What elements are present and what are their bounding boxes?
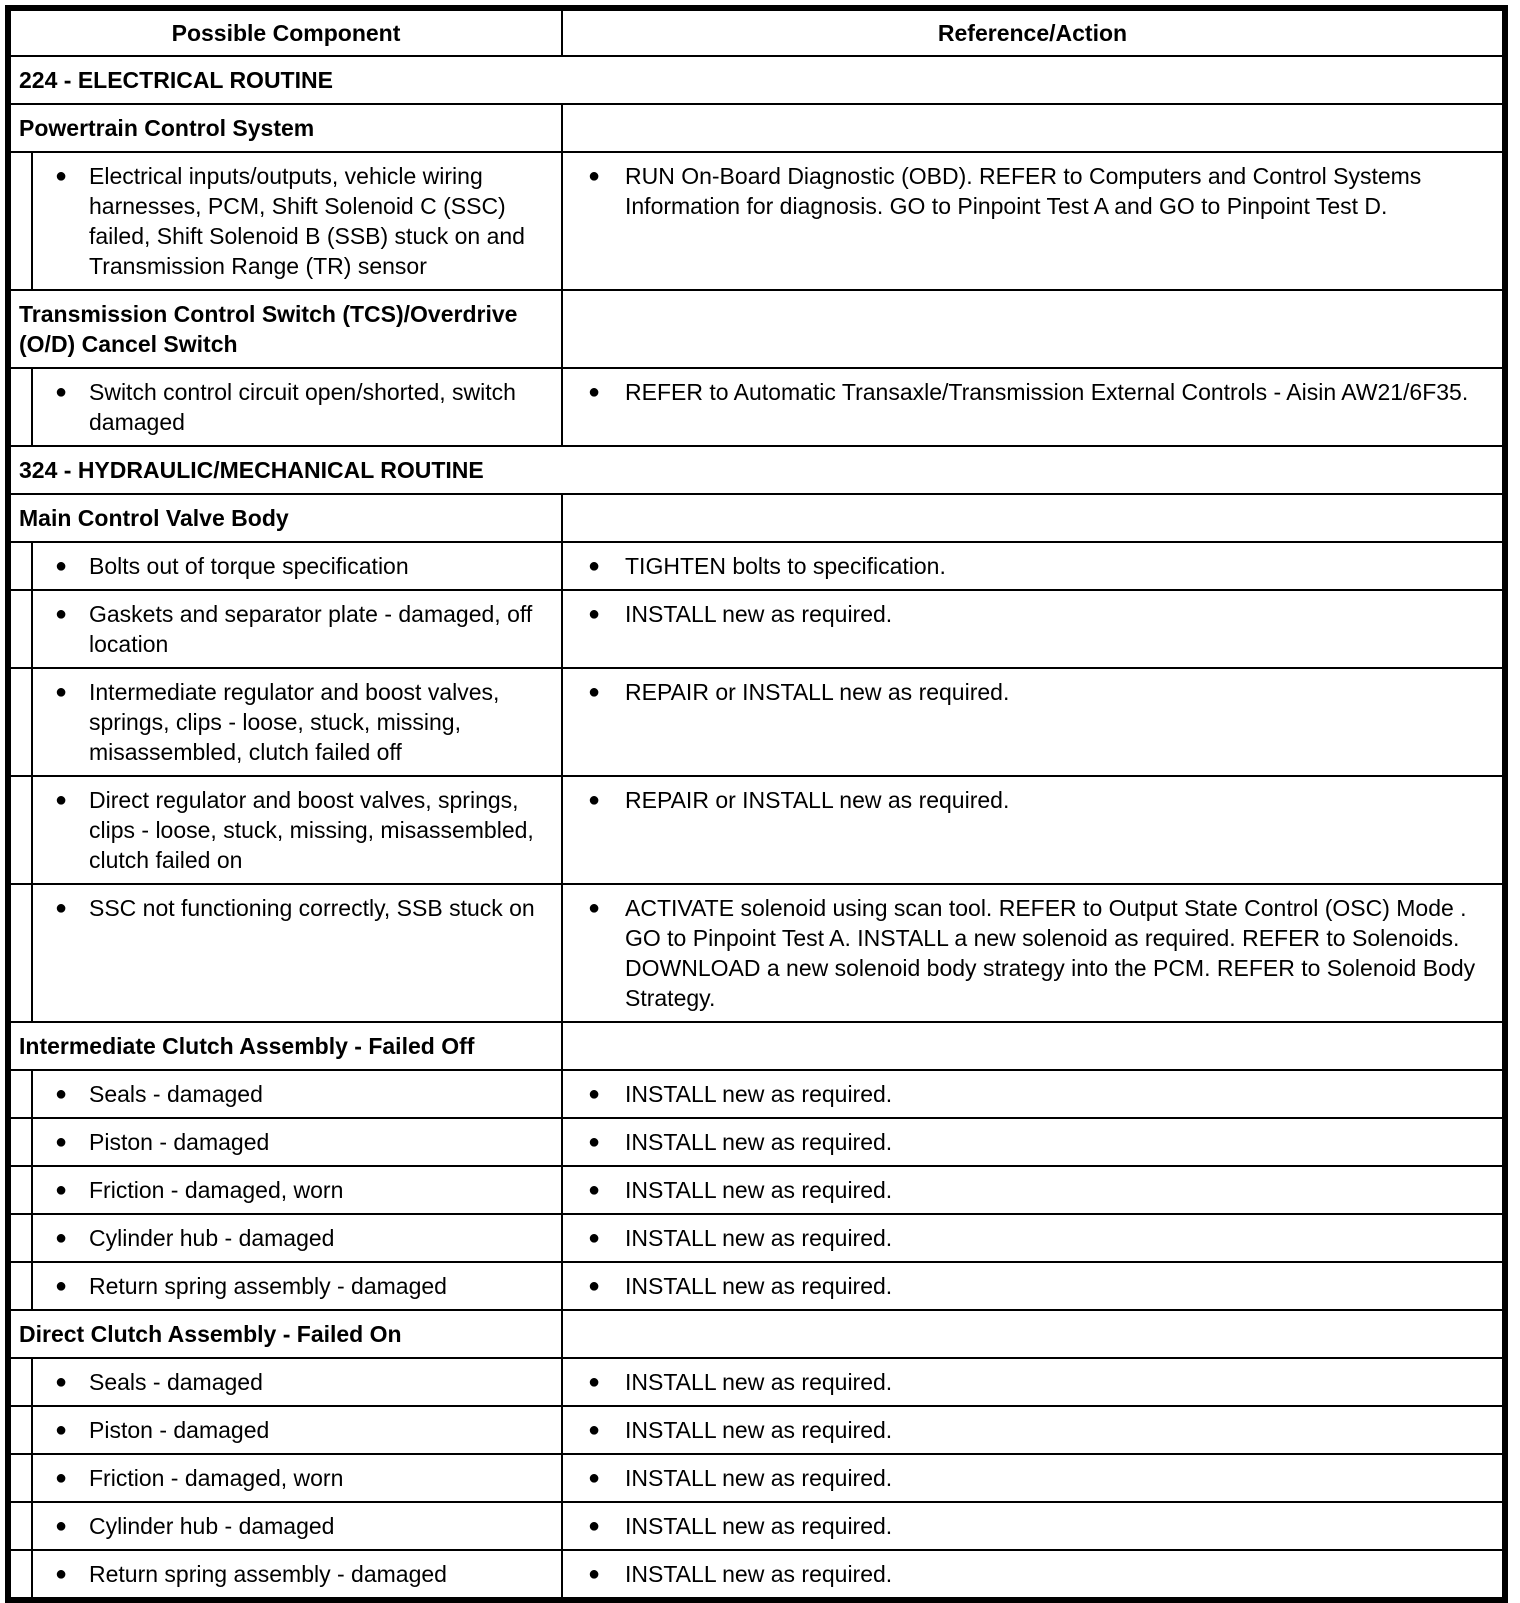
bullet-item xyxy=(563,1367,1502,1397)
table-row xyxy=(10,1406,1503,1454)
bullet-icon: ● xyxy=(587,897,601,919)
component-cell xyxy=(32,1358,562,1406)
bullet-icon: ● xyxy=(54,789,68,811)
table-row xyxy=(10,884,1503,1022)
component-cell xyxy=(32,1502,562,1550)
bullet-item xyxy=(33,551,561,581)
bullet-item xyxy=(33,1367,561,1397)
bullet-item xyxy=(563,893,1502,1013)
bullet-item xyxy=(563,1511,1502,1541)
table-row xyxy=(10,1550,1503,1598)
bullet-item xyxy=(33,377,561,437)
component-text: Direct regulator and boost valves, springs, clips - loose, stuck, missing, misassembled, clutch failed on xyxy=(89,787,534,873)
table-row xyxy=(10,776,1503,884)
section-row xyxy=(10,56,1503,104)
bullet-icon: ● xyxy=(54,1467,68,1489)
bullet-item xyxy=(563,1223,1502,1253)
bullet-item xyxy=(563,161,1502,221)
group-title: Main Control Valve Body xyxy=(10,494,562,542)
component-text: Cylinder hub - damaged xyxy=(89,1225,335,1251)
component-cell xyxy=(32,1070,562,1118)
action-text: REFER to Automatic Transaxle/Transmission External Controls - Aisin AW21/6F35. xyxy=(625,379,1469,405)
component-cell xyxy=(32,1454,562,1502)
bullet-icon: ● xyxy=(587,681,601,703)
bullet-item xyxy=(33,1223,561,1253)
indent-cell xyxy=(10,1358,32,1406)
table-row xyxy=(10,590,1503,668)
action-text: INSTALL new as required. xyxy=(625,1273,893,1299)
group-row xyxy=(10,1022,1503,1070)
indent-cell xyxy=(10,1070,32,1118)
indent-cell xyxy=(10,152,32,290)
bullet-icon: ● xyxy=(587,1371,601,1393)
action-text: INSTALL new as required. xyxy=(625,1225,893,1251)
action-cell xyxy=(562,884,1503,1022)
component-text: Seals - damaged xyxy=(89,1369,263,1395)
table-body xyxy=(10,56,1503,1598)
bullet-icon: ● xyxy=(587,1419,601,1441)
bullet-item xyxy=(563,1271,1502,1301)
bullet-item xyxy=(33,1511,561,1541)
action-text: INSTALL new as required. xyxy=(625,1513,893,1539)
table-row xyxy=(10,368,1503,446)
component-cell xyxy=(32,1262,562,1310)
component-cell xyxy=(32,542,562,590)
action-cell xyxy=(562,1550,1503,1598)
bullet-icon: ● xyxy=(587,1131,601,1153)
action-text: REPAIR or INSTALL new as required. xyxy=(625,679,1010,705)
component-text: Cylinder hub - damaged xyxy=(89,1513,335,1539)
action-cell xyxy=(562,668,1503,776)
bullet-icon: ● xyxy=(587,1083,601,1105)
action-cell xyxy=(562,152,1503,290)
group-title: Intermediate Clutch Assembly - Failed Off xyxy=(10,1022,562,1070)
component-text: Gaskets and separator plate - damaged, off location xyxy=(89,601,533,657)
group-title: Powertrain Control System xyxy=(10,104,562,152)
action-cell xyxy=(562,1118,1503,1166)
bullet-icon: ● xyxy=(54,1419,68,1441)
indent-cell xyxy=(10,1454,32,1502)
bullet-icon: ● xyxy=(587,1275,601,1297)
action-cell xyxy=(562,1166,1503,1214)
action-cell xyxy=(562,368,1503,446)
table-row xyxy=(10,1166,1503,1214)
bullet-icon: ● xyxy=(54,681,68,703)
bullet-item xyxy=(33,1127,561,1157)
table-row xyxy=(10,1118,1503,1166)
bullet-item xyxy=(33,161,561,281)
indent-cell xyxy=(10,542,32,590)
action-cell xyxy=(562,1262,1503,1310)
bullet-icon: ● xyxy=(587,1179,601,1201)
indent-cell xyxy=(10,590,32,668)
table-row xyxy=(10,1214,1503,1262)
table-row xyxy=(10,1070,1503,1118)
component-text: Bolts out of torque specification xyxy=(89,553,409,579)
action-cell xyxy=(562,1502,1503,1550)
component-text: Seals - damaged xyxy=(89,1081,263,1107)
action-text: REPAIR or INSTALL new as required. xyxy=(625,787,1010,813)
bullet-icon: ● xyxy=(54,165,68,187)
bullet-item xyxy=(33,1463,561,1493)
bullet-icon: ● xyxy=(54,897,68,919)
header-reference-action: Reference/Action xyxy=(562,10,1503,56)
component-cell xyxy=(32,1550,562,1598)
bullet-item xyxy=(563,1463,1502,1493)
indent-cell xyxy=(10,1166,32,1214)
bullet-icon: ● xyxy=(587,1227,601,1249)
table-row xyxy=(10,542,1503,590)
group-row xyxy=(10,494,1503,542)
table-row xyxy=(10,1262,1503,1310)
component-cell xyxy=(32,668,562,776)
group-reference-empty xyxy=(562,494,1503,542)
component-cell xyxy=(32,152,562,290)
bullet-icon: ● xyxy=(54,1563,68,1585)
action-text: RUN On-Board Diagnostic (OBD). REFER to Computers and Control Systems Information for diagnosis. GO to Pinpoint Test A and GO to Pinpoint Test D. xyxy=(625,163,1422,219)
component-text: Friction - damaged, worn xyxy=(89,1177,344,1203)
bullet-icon: ● xyxy=(587,789,601,811)
bullet-item xyxy=(563,1175,1502,1205)
indent-cell xyxy=(10,1118,32,1166)
group-row xyxy=(10,1310,1503,1358)
group-reference-empty xyxy=(562,104,1503,152)
bullet-item xyxy=(563,599,1502,629)
action-text: INSTALL new as required. xyxy=(625,1417,893,1443)
indent-cell xyxy=(10,1262,32,1310)
diagnosis-table-frame xyxy=(5,5,1508,1603)
action-text: INSTALL new as required. xyxy=(625,1177,893,1203)
bullet-icon: ● xyxy=(54,555,68,577)
bullet-item xyxy=(33,893,561,923)
bullet-item xyxy=(563,1079,1502,1109)
component-text: Return spring assembly - damaged xyxy=(89,1561,447,1587)
section-row xyxy=(10,446,1503,494)
bullet-icon: ● xyxy=(54,603,68,625)
bullet-icon: ● xyxy=(54,1515,68,1537)
component-text: Switch control circuit open/shorted, switch damaged xyxy=(89,379,516,435)
indent-cell xyxy=(10,1502,32,1550)
bullet-icon: ● xyxy=(587,1467,601,1489)
bullet-icon: ● xyxy=(587,1515,601,1537)
bullet-icon: ● xyxy=(54,1083,68,1105)
bullet-icon: ● xyxy=(587,1563,601,1585)
component-cell xyxy=(32,1166,562,1214)
action-text: ACTIVATE solenoid using scan tool. REFER to Output State Control (OSC) Mode . GO to Pinpoint Test A. INSTALL a new solenoid as required. REFER to Solenoids. DOWNLOAD a new solenoid body strategy into the PCM. REFER to Solenoid Body Strategy. xyxy=(625,895,1476,1011)
bullet-icon: ● xyxy=(54,1131,68,1153)
diagnosis-table xyxy=(9,9,1504,1599)
bullet-item xyxy=(33,1175,561,1205)
table-row xyxy=(10,668,1503,776)
bullet-item xyxy=(563,1415,1502,1445)
action-cell xyxy=(562,1214,1503,1262)
component-cell xyxy=(32,368,562,446)
bullet-icon: ● xyxy=(54,1371,68,1393)
action-cell xyxy=(562,1406,1503,1454)
action-text: INSTALL new as required. xyxy=(625,1465,893,1491)
action-text: TIGHTEN bolts to specification. xyxy=(625,553,946,579)
table-row xyxy=(10,152,1503,290)
bullet-icon: ● xyxy=(587,165,601,187)
action-cell xyxy=(562,1454,1503,1502)
table-header-row xyxy=(10,10,1503,56)
bullet-item xyxy=(33,599,561,659)
group-reference-empty xyxy=(562,1022,1503,1070)
indent-cell xyxy=(10,776,32,884)
bullet-icon: ● xyxy=(587,381,601,403)
component-cell xyxy=(32,884,562,1022)
component-cell xyxy=(32,1406,562,1454)
component-text: Friction - damaged, worn xyxy=(89,1465,344,1491)
section-title: 324 - HYDRAULIC/MECHANICAL ROUTINE xyxy=(10,446,1503,494)
action-cell xyxy=(562,542,1503,590)
indent-cell xyxy=(10,668,32,776)
action-cell xyxy=(562,776,1503,884)
group-reference-empty xyxy=(562,290,1503,368)
header-possible-component: Possible Component xyxy=(10,10,562,56)
group-row xyxy=(10,104,1503,152)
bullet-item xyxy=(563,551,1502,581)
bullet-icon: ● xyxy=(587,555,601,577)
indent-cell xyxy=(10,1550,32,1598)
indent-cell xyxy=(10,884,32,1022)
bullet-item xyxy=(563,1127,1502,1157)
bullet-item xyxy=(563,377,1502,407)
component-text: Electrical inputs/outputs, vehicle wiring harnesses, PCM, Shift Solenoid C (SSC) failed, Shift Solenoid B (SSB) stuck on and Transmission Range (TR) sensor xyxy=(89,163,525,279)
component-text: Piston - damaged xyxy=(89,1417,270,1443)
group-row xyxy=(10,290,1503,368)
bullet-item xyxy=(563,785,1502,815)
action-cell xyxy=(562,1070,1503,1118)
bullet-item xyxy=(563,677,1502,707)
action-cell xyxy=(562,1358,1503,1406)
group-title: Transmission Control Switch (TCS)/Overdrive (O/D) Cancel Switch xyxy=(10,290,562,368)
bullet-icon: ● xyxy=(54,1179,68,1201)
component-cell xyxy=(32,1118,562,1166)
bullet-item xyxy=(33,1415,561,1445)
component-text: Return spring assembly - damaged xyxy=(89,1273,447,1299)
component-text: Piston - damaged xyxy=(89,1129,270,1155)
action-cell xyxy=(562,590,1503,668)
bullet-icon: ● xyxy=(587,603,601,625)
table-row xyxy=(10,1358,1503,1406)
bullet-item xyxy=(33,1271,561,1301)
action-text: INSTALL new as required. xyxy=(625,1081,893,1107)
table-row xyxy=(10,1454,1503,1502)
indent-cell xyxy=(10,368,32,446)
bullet-icon: ● xyxy=(54,1227,68,1249)
component-text: SSC not functioning correctly, SSB stuck on xyxy=(89,895,535,921)
bullet-item xyxy=(33,1559,561,1589)
component-cell xyxy=(32,1214,562,1262)
action-text: INSTALL new as required. xyxy=(625,601,893,627)
table-row xyxy=(10,1502,1503,1550)
indent-cell xyxy=(10,1214,32,1262)
bullet-item xyxy=(563,1559,1502,1589)
bullet-item xyxy=(33,1079,561,1109)
bullet-item xyxy=(33,677,561,767)
bullet-icon: ● xyxy=(54,381,68,403)
action-text: INSTALL new as required. xyxy=(625,1369,893,1395)
component-text: Intermediate regulator and boost valves, springs, clips - loose, stuck, missing, misassembled, clutch failed off xyxy=(89,679,500,765)
component-cell xyxy=(32,590,562,668)
indent-cell xyxy=(10,1406,32,1454)
section-title: 224 - ELECTRICAL ROUTINE xyxy=(10,56,1503,104)
component-cell xyxy=(32,776,562,884)
action-text: INSTALL new as required. xyxy=(625,1561,893,1587)
group-title: Direct Clutch Assembly - Failed On xyxy=(10,1310,562,1358)
group-reference-empty xyxy=(562,1310,1503,1358)
bullet-icon: ● xyxy=(54,1275,68,1297)
bullet-item xyxy=(33,785,561,875)
action-text: INSTALL new as required. xyxy=(625,1129,893,1155)
